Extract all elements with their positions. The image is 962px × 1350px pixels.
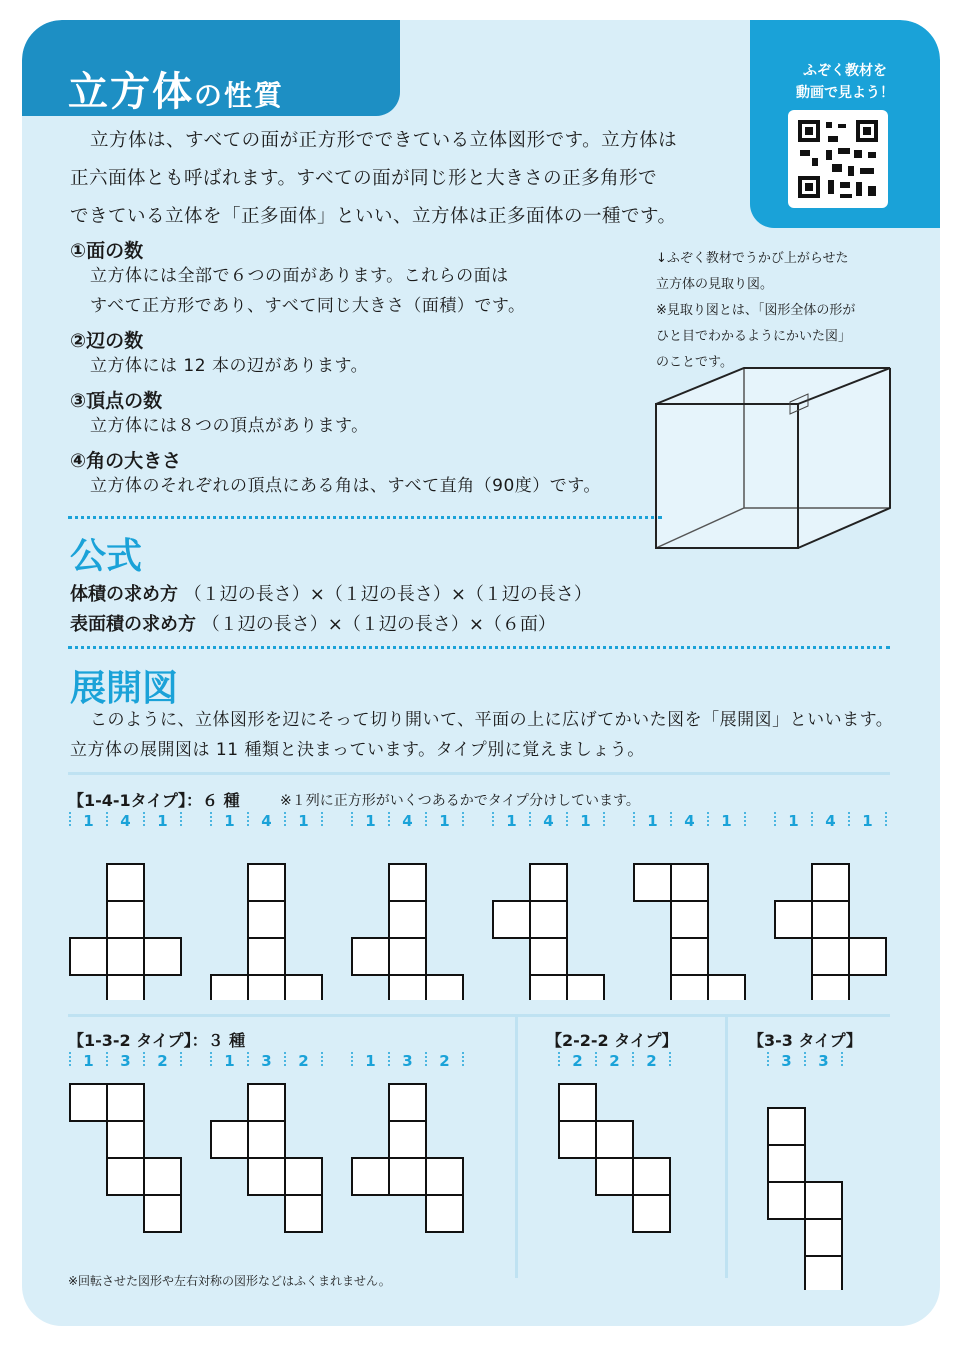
property-angles-line: 立方体のそれぞれの頂点にある角は、すべて直角（90度）です。 xyxy=(90,476,601,496)
net-square xyxy=(530,975,567,1000)
net-square xyxy=(389,975,426,1000)
property-faces-line-1: 立方体には全部で６つの面があります。これらの面は xyxy=(90,266,509,286)
net-square xyxy=(812,901,849,938)
net-heading: 展開図 xyxy=(70,668,179,709)
net-square xyxy=(559,1121,596,1158)
net-square xyxy=(107,1121,144,1158)
divider-solid-2 xyxy=(68,1014,890,1017)
nets-141-group xyxy=(22,810,940,1000)
column-count-label: 1 xyxy=(298,812,309,830)
column-count-label: 1 xyxy=(365,812,376,830)
net-square xyxy=(107,864,144,901)
column-count-label: 3 xyxy=(261,1052,272,1070)
net-square xyxy=(493,901,530,938)
net-square xyxy=(768,1108,805,1145)
net-141-columns xyxy=(493,812,604,830)
net-square xyxy=(812,975,849,1000)
column-count-label: 1 xyxy=(647,812,658,830)
net-141-columns xyxy=(634,812,745,830)
column-count-label: 4 xyxy=(261,812,272,830)
column-count-label: 1 xyxy=(83,812,94,830)
net-square xyxy=(805,1219,842,1256)
net-132-columns xyxy=(352,1052,463,1070)
worksheet-card xyxy=(22,20,940,1326)
column-count-label: 1 xyxy=(862,812,873,830)
column-count-label: 4 xyxy=(543,812,554,830)
type-222-label: 【2-2-2 タイプ】 xyxy=(546,1031,678,1050)
net-square xyxy=(849,938,886,975)
net-square xyxy=(768,1145,805,1182)
net-square xyxy=(567,975,604,1000)
net-141-columns xyxy=(70,812,181,830)
net-square xyxy=(812,938,849,975)
net-square xyxy=(248,975,285,1000)
net-132-columns xyxy=(70,1052,181,1070)
net-square xyxy=(248,864,285,901)
net-text-line-1: このように、立体図形を辺にそって切り開いて、平面の上に広げてかいた図を「展開図」といいます。 xyxy=(90,710,894,730)
net-141-columns xyxy=(352,812,463,830)
net-square xyxy=(211,1121,248,1158)
net-222-columns xyxy=(559,1052,670,1070)
net-square xyxy=(107,938,144,975)
volume-formula: 体積の求め方 （１辺の長さ）×（１辺の長さ）×（１辺の長さ） xyxy=(70,584,592,605)
column-count-label: 3 xyxy=(781,1052,792,1070)
qr-caption: ふぞく教材を 動画で見よう！ xyxy=(796,63,894,101)
formula-heading: 公式 xyxy=(70,536,143,577)
column-count-label: 2 xyxy=(298,1052,309,1070)
property-faces-line-2: すべて正方形であり、すべて同じ大きさ（面積）です。 xyxy=(90,296,526,316)
net-square xyxy=(144,1158,181,1195)
net-square xyxy=(144,1195,181,1232)
column-count-label: 1 xyxy=(506,812,517,830)
net-square xyxy=(352,1158,389,1195)
net-square xyxy=(70,1084,107,1121)
column-count-label: 4 xyxy=(684,812,695,830)
column-count-label: 4 xyxy=(120,812,131,830)
column-count-label: 1 xyxy=(580,812,591,830)
net-square xyxy=(530,864,567,901)
column-count-label: 4 xyxy=(825,812,836,830)
net-square xyxy=(70,938,107,975)
type-141-label: 【1-4-1タイプ】：６ 種 xyxy=(68,791,240,810)
column-count-label: 3 xyxy=(120,1052,131,1070)
column-count-label: 1 xyxy=(83,1052,94,1070)
net-square xyxy=(285,1158,322,1195)
net-square xyxy=(805,1182,842,1219)
net-square xyxy=(389,938,426,975)
column-count-label: 2 xyxy=(157,1052,168,1070)
net-square xyxy=(633,1158,670,1195)
net-square xyxy=(671,938,708,975)
title-banner xyxy=(22,20,400,116)
column-count-label: 2 xyxy=(439,1052,450,1070)
net-square xyxy=(775,901,812,938)
intro-line-1: 立方体は、すべての面が正方形でできている立体図形です。立方体は xyxy=(90,130,678,151)
page-title: 立方体の性質 xyxy=(68,69,285,115)
net-square xyxy=(426,1158,463,1195)
column-count-label: 1 xyxy=(224,812,235,830)
divider-solid-1 xyxy=(68,772,890,775)
net-33-columns xyxy=(768,1052,842,1070)
net-square xyxy=(389,1084,426,1121)
net-square xyxy=(248,1121,285,1158)
divider-dotted-1 xyxy=(68,516,662,519)
net-square xyxy=(248,1084,285,1121)
net-square xyxy=(211,975,248,1000)
column-count-label: 4 xyxy=(402,812,413,830)
net-square xyxy=(248,938,285,975)
net-square xyxy=(671,864,708,901)
cube-drawing xyxy=(648,358,898,558)
column-count-label: 1 xyxy=(224,1052,235,1070)
net-square xyxy=(633,1195,670,1232)
property-heading-vertices: ③頂点の数 xyxy=(70,390,163,412)
property-heading-angles: ④角の大きさ xyxy=(70,450,182,472)
net-square xyxy=(107,975,144,1000)
column-count-label: 1 xyxy=(721,812,732,830)
divider-dotted-2 xyxy=(68,646,890,649)
net-square xyxy=(768,1182,805,1219)
net-141-columns xyxy=(211,812,322,830)
type-132-label: 【1-3-2 タイプ】：３ 種 xyxy=(68,1031,246,1050)
intro-line-2: 正六面体とも呼ばれます。すべての面が同じ形と大きさの正多角形で xyxy=(70,168,658,189)
column-count-label: 1 xyxy=(365,1052,376,1070)
type-33-label: 【3-3 タイプ】 xyxy=(748,1031,862,1050)
net-square xyxy=(708,975,745,1000)
property-heading-faces: ①面の数 xyxy=(70,240,144,262)
net-square xyxy=(426,1195,463,1232)
net-square xyxy=(107,1158,144,1195)
net-132-columns xyxy=(211,1052,322,1070)
qr-panel xyxy=(750,20,940,228)
net-square xyxy=(596,1158,633,1195)
net-square xyxy=(389,901,426,938)
net-square xyxy=(530,938,567,975)
column-count-label: 1 xyxy=(439,812,450,830)
column-count-label: 1 xyxy=(157,812,168,830)
column-count-label: 3 xyxy=(818,1052,829,1070)
column-count-label: 1 xyxy=(788,812,799,830)
type-141-note: ※１列に正方形がいくつあるかでタイプ分けしています。 xyxy=(280,793,640,809)
figure-note: ↓ふぞく教材でうかび上がらせた 立方体の見取り図。 ※見取り図とは、「図形全体の形が ひと目でわかるようにかいた図」 のことです。 xyxy=(656,251,856,370)
net-square xyxy=(107,1084,144,1121)
qr-code[interactable] xyxy=(788,110,888,208)
net-square xyxy=(107,901,144,938)
net-square xyxy=(389,1121,426,1158)
net-square xyxy=(248,1158,285,1195)
net-square xyxy=(389,864,426,901)
net-square xyxy=(248,901,285,938)
intro-line-3: できている立体を「正多面体」といい、立方体は正多面体の一種です。 xyxy=(70,206,677,227)
net-square xyxy=(671,975,708,1000)
net-square xyxy=(389,1158,426,1195)
net-square xyxy=(285,1195,322,1232)
net-square xyxy=(352,938,389,975)
net-square xyxy=(805,1256,842,1290)
net-square xyxy=(285,975,322,1000)
net-text-line-2: 立方体の展開図は 11 種類と決まっています。タイプ別に覚えましょう。 xyxy=(70,740,645,760)
net-square xyxy=(596,1121,633,1158)
net-square xyxy=(530,901,567,938)
column-count-label: 2 xyxy=(646,1052,657,1070)
net-square xyxy=(634,864,671,901)
net-square xyxy=(671,901,708,938)
column-count-label: 2 xyxy=(609,1052,620,1070)
net-square xyxy=(559,1084,596,1121)
footnote: ※回転させた図形や左右対称の図形などはふくまれません。 xyxy=(68,1274,391,1288)
column-count-label: 3 xyxy=(402,1052,413,1070)
column-count-label: 2 xyxy=(572,1052,583,1070)
property-vertices-line: 立方体には８つの頂点があります。 xyxy=(90,416,369,436)
net-square xyxy=(144,938,181,975)
surface-formula: 表面積の求め方 （１辺の長さ）×（１辺の長さ）×（６面） xyxy=(70,614,556,635)
property-edges-line: 立方体には 12 本の辺があります。 xyxy=(90,356,369,376)
property-heading-edges: ②辺の数 xyxy=(70,330,144,352)
net-square xyxy=(812,864,849,901)
net-141-columns xyxy=(775,812,886,830)
nets-lower-group xyxy=(22,1050,940,1290)
net-square xyxy=(426,975,463,1000)
